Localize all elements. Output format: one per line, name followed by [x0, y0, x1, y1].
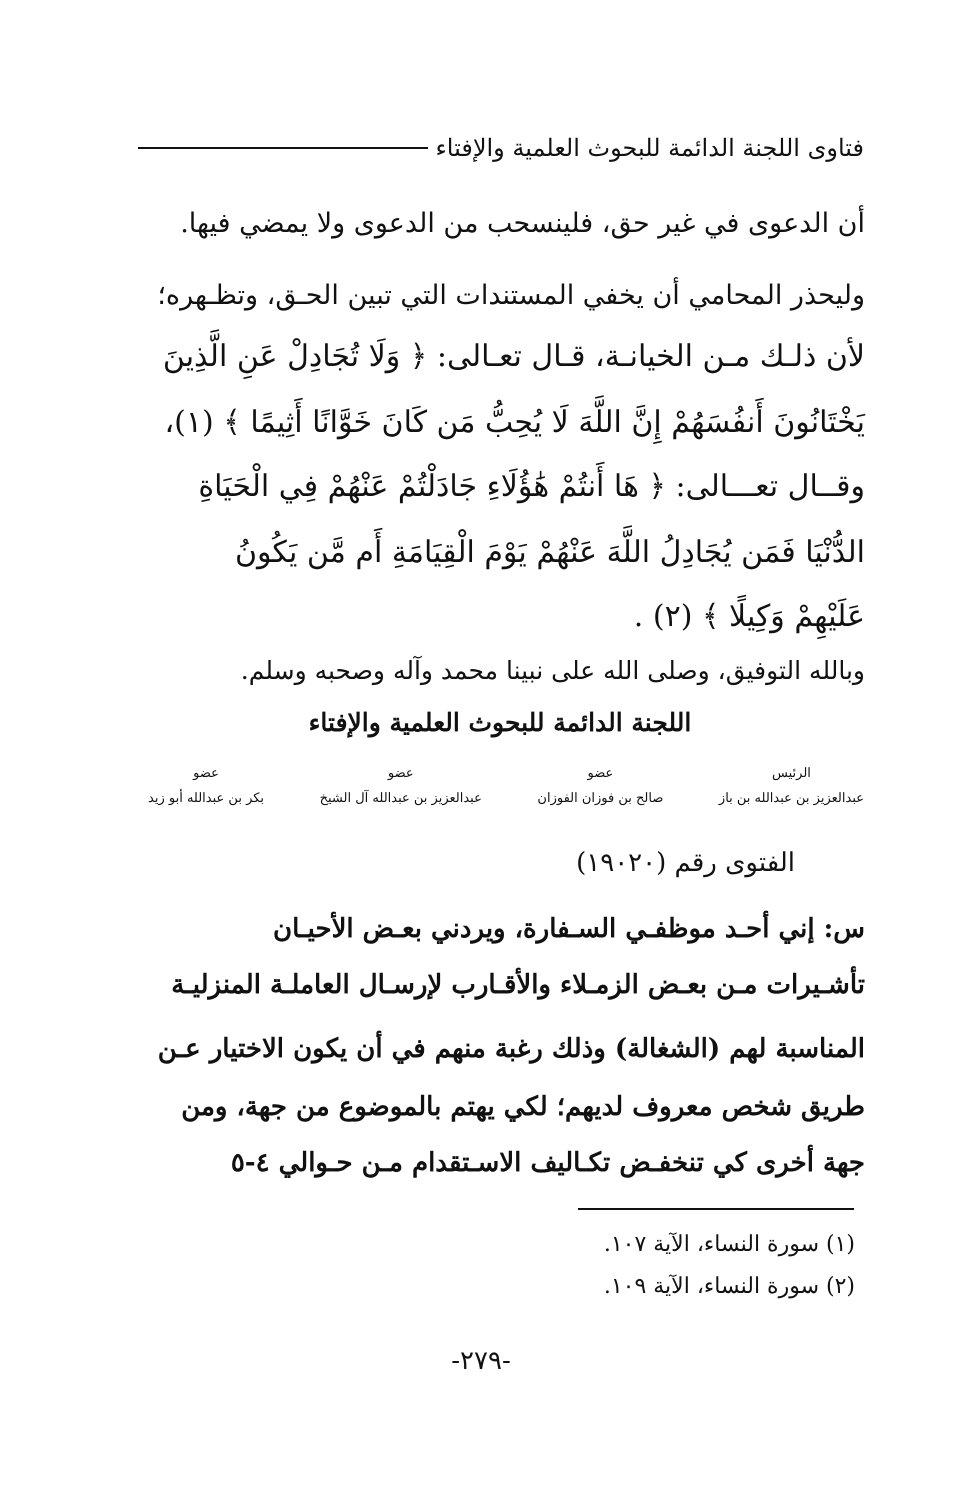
quran-line: الدُّنْيَا فَمَن يُجَادِلُ اللَّهَ عَنْهُمْ يَوْمَ الْقِيَامَةِ أَم مَّن يَكُونُ — [234, 535, 865, 570]
running-header — [138, 128, 864, 168]
closing-line: وبالله التوفيق، وصلى الله على نبينا محمد وآله وصحبه وسلم. — [240, 656, 865, 685]
question-line: طريق شخص معروف لديهم؛ لكي يهتم بالموضوع من جهة، ومن — [181, 1092, 865, 1122]
signatory-name: بكر بن عبدالله أبو زيد — [148, 791, 265, 806]
signatory — [537, 766, 663, 806]
footnote-rule — [578, 1208, 854, 1210]
header-title: فتاوى اللجنة الدائمة للبحوث العلمية والإفتاء — [435, 134, 864, 162]
header-rule — [138, 147, 428, 149]
question-line: تأشـيرات مـن بعـض الزمـلاء والأقـارب لإرسـال العاملـة المنزليـة — [171, 970, 865, 1000]
signatory-name: صالح بن فوزان الفوزان — [537, 791, 664, 806]
question-line: جهة أخرى كي تنخفـض تكـاليف الاسـتقدام مـن حـوالي ٤-٥ — [230, 1148, 865, 1178]
signatory-name: عبدالعزيز بن عبدالله آل الشيخ — [319, 791, 482, 806]
footnote: (٢) سورة النساء، الآية ١٠٩. — [603, 1274, 855, 1299]
body-line: أن الدعوى في غير حق، فلينسحب من الدعوى ولا يمضي فيها. — [180, 208, 865, 239]
signatory — [320, 766, 482, 806]
signatory — [719, 766, 864, 806]
signatory-role: عضو — [193, 766, 219, 781]
quran-line: وقــال تعـــالى: ﴿ هَا أَنتُمْ هَٰؤُلَاءِ جَادَلْتُمْ عَنْهُمْ فِي الْحَيَاةِ — [198, 469, 865, 504]
question-line: المناسبة لهم (الشغالة) وذلك رغبة منهم في أن يكون الاختيار عـن — [157, 1034, 865, 1064]
signatures — [148, 766, 864, 806]
signatory — [148, 766, 264, 806]
body-line: وليحذر المحامي أن يخفي المستندات التي تبين الحـق، وتظـهره؛ — [157, 280, 865, 311]
footnote: (١) سورة النساء، الآية ١٠٧. — [603, 1232, 855, 1257]
page-number: -٢٧٩- — [451, 1346, 511, 1376]
signatory-role: عضو — [387, 766, 414, 781]
signatory-role: الرئيس — [772, 766, 811, 781]
committee-name: اللجنة الدائمة للبحوث العلمية والإفتاء — [308, 708, 692, 737]
signatory-name: عبدالعزيز بن عبدالله بن باز — [718, 791, 864, 806]
quran-line: عَلَيْهِمْ وَكِيلًا ﴾ (٢) . — [633, 599, 865, 634]
question-line: س: إني أحـد موظفـي السـفارة، ويردني بعـض الأحيـان — [273, 914, 865, 944]
fatwa-number: الفتوى رقم (١٩٠٢٠) — [576, 848, 795, 878]
quran-line: يَخْتَانُونَ أَنفُسَهُمْ إِنَّ اللَّهَ لَا يُحِبُّ مَن كَانَ خَوَّانًا أَثِيمًا ﴾ (١)، — [164, 405, 865, 440]
signatory-role: عضو — [587, 766, 614, 781]
quran-line: لأن ذلـك مـن الخيانـة، قـال تعـالى: ﴿ وَلَا تُجَادِلْ عَنِ الَّذِينَ — [162, 339, 865, 374]
